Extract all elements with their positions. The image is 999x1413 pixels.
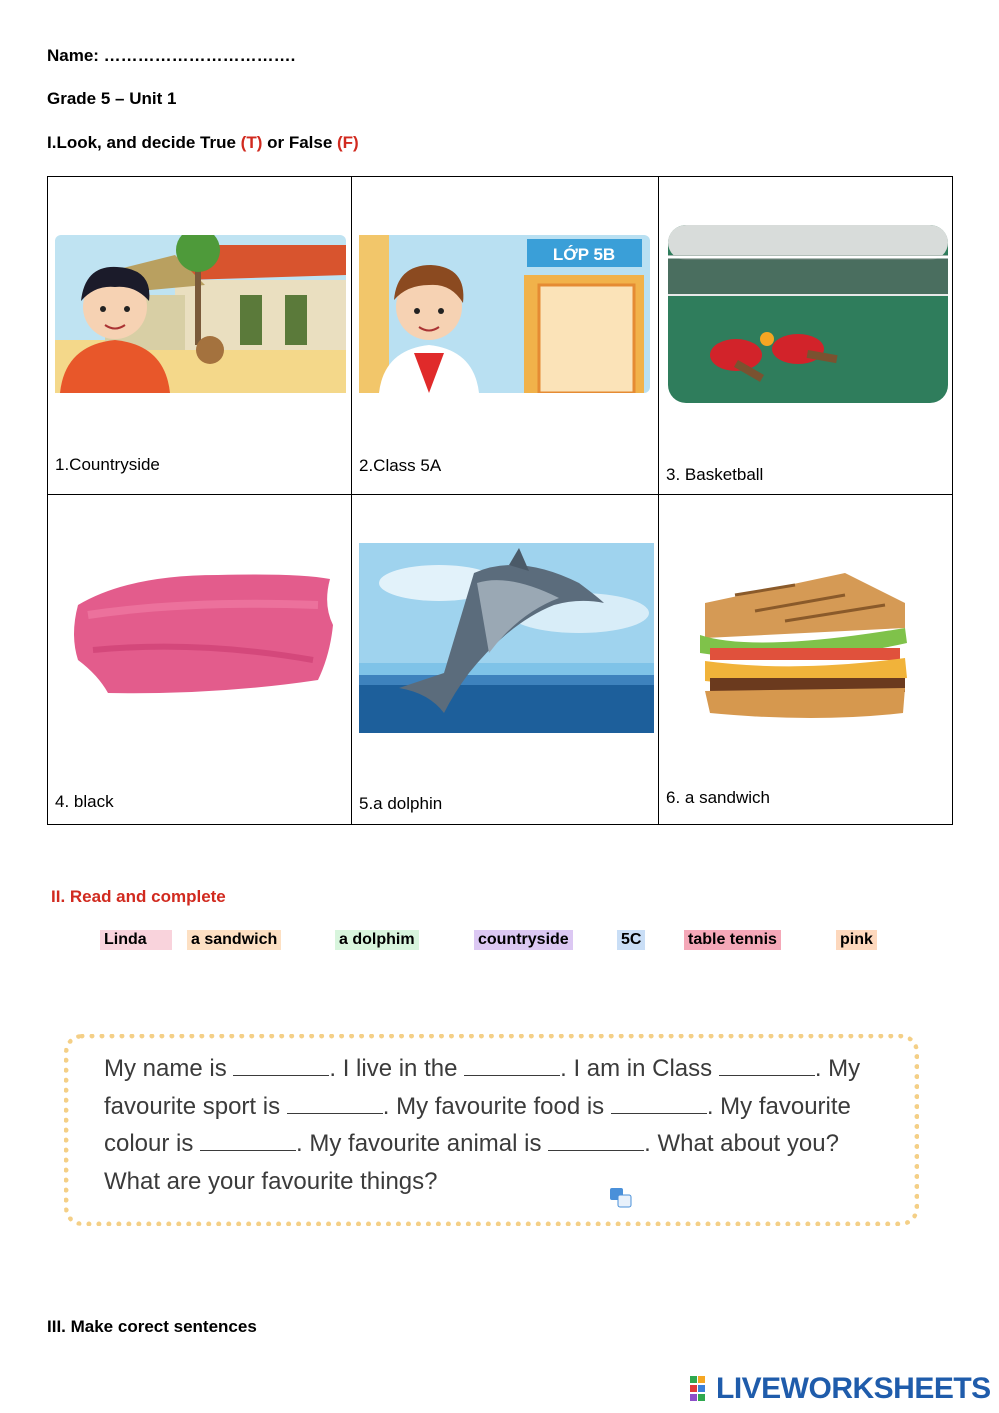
word-chip-table-tennis: table tennis [684,930,781,950]
para-text: . My favourite sport is [104,1055,861,1120]
word-chip-linda: Linda [100,930,172,950]
sandwich-image [695,573,910,723]
para-text: . I am in Class [560,1055,719,1082]
name-line: Name: ……………………………. [47,46,296,65]
section1-mid: or False [262,133,338,152]
blank-animal[interactable] [548,1130,644,1151]
picture-grid [47,176,953,825]
blank-food[interactable] [611,1093,707,1114]
pink-paint-stroke-image [68,565,338,705]
para-text: . My favourite animal is [296,1130,549,1157]
blank-sport[interactable] [287,1093,383,1114]
word-chip-a-sandwich: a sandwich [187,930,281,950]
section1-prefix: I.Look, and decide True [47,133,241,152]
liveworksheets-logo: LIVEWORKSHEETS [716,1372,991,1405]
item-caption: 3. Basketball [666,465,764,484]
grid-cell-4 [48,495,352,825]
grid-cell-3 [659,177,953,495]
item-caption: 4. black [55,792,114,811]
grid-cell-6 [659,495,953,825]
item-caption: 5.a dolphin [359,794,443,813]
section1-title [47,133,359,153]
item-caption: 2.Class 5A [359,456,442,475]
grid-cell-1 [48,177,352,495]
item-caption: 6. a sandwich [666,788,770,807]
para-text: My name is [104,1055,234,1082]
dolphin-image [359,543,654,733]
para-text: . What about you? What are your favourite things? [104,1130,839,1195]
blank-place[interactable] [464,1055,560,1076]
true-marker: (T) [240,133,263,152]
blank-class[interactable] [719,1055,815,1076]
blank-colour[interactable] [200,1130,296,1151]
word-chip-countryside: countryside [474,930,573,950]
word-chip-5c: 5C [617,930,645,950]
boy-at-classroom-door-image [359,235,650,393]
false-marker: (F) [337,133,359,152]
para-text: . My favourite colour is [104,1092,851,1157]
boy-in-countryside-image [55,235,346,393]
liveworksheets-logo-icon [690,1376,712,1402]
translate-icon[interactable] [610,1188,632,1208]
word-chip-pink: pink [836,930,877,950]
grid-cell-5 [352,495,659,825]
section3-title: III. Make corect sentences [47,1317,257,1336]
grade-title: Grade 5 – Unit 1 [47,89,177,108]
para-text: . My favourite food is [382,1092,611,1120]
para-text: . I live in the [329,1055,465,1082]
class-sign-text: LỚP 5B [552,245,616,264]
section2-title: II. Read and complete [51,887,226,906]
fill-in-paragraph [104,1050,894,1200]
blank-name[interactable] [233,1055,329,1076]
grid-cell-2 [352,177,659,495]
item-caption: 1.Countryside [55,455,160,474]
table-tennis-image [668,225,948,403]
word-chip-a-dolphim: a dolphim [335,930,419,950]
